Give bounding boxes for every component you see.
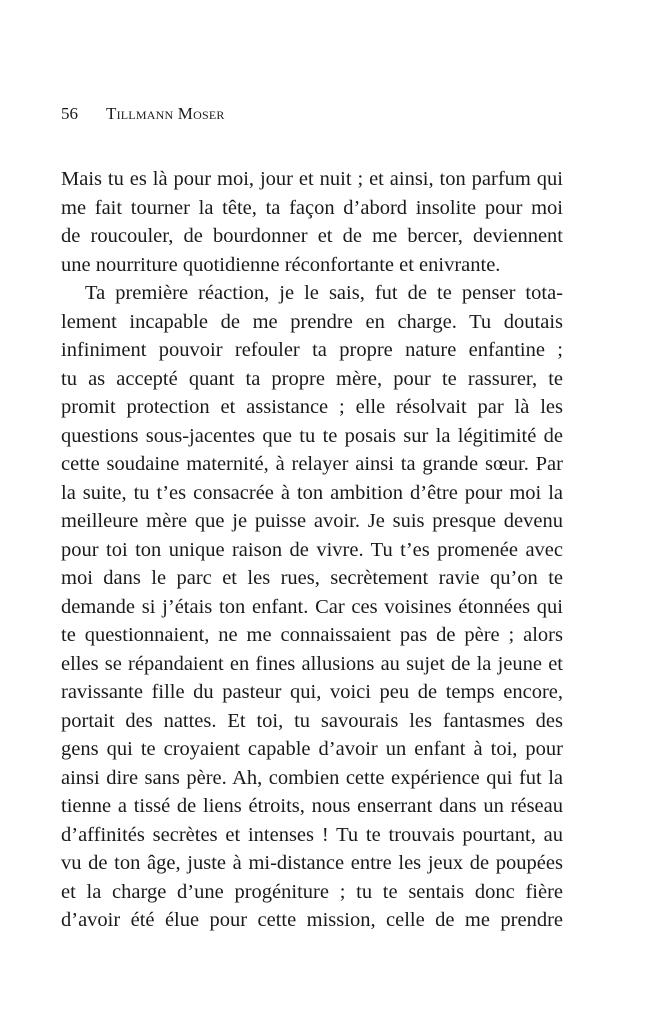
text-line: portait des nattes. Et toi, tu savourais les fantasmes des [61,709,563,732]
text-line: lement incapable de me prendre en charge. Tu doutais [61,310,563,333]
text-line: de roucouler, de bourdonner et de me bercer, deviennent [61,225,563,247]
text-line: demande si j’étais ton enfant. Car ces voisines étonnées qui [61,595,563,618]
text-line: promit protection et assistance ; elle résolvait par là les [61,396,563,418]
text-line: ainsi dire sans père. Ah, combien cette expérience qui fut la [61,766,563,789]
text-line: infiniment pouvoir refouler ta propre nature enfantine ; [61,339,563,361]
text-line: vu de ton âge, juste à mi-distance entre les jeux de poupées [61,852,563,874]
text-line: pour toi ton unique raison de vivre. Tu t’es promenée avec [61,538,563,561]
body-text [61,165,563,935]
running-head [61,103,581,125]
text-line: te questionnaient, ne me connaissaient pas de père ; alors [61,624,563,646]
text-line: d’affinités secrètes et intenses ! Tu te trouvais pourtant, au [61,823,563,846]
text-line: la suite, tu t’es consacrée à ton ambition d’être pour moi la [61,481,563,504]
text-line: une nourriture quotidienne réconfortante et enivrante. [61,253,501,276]
text-line: tienne a tissé de liens étroits, nous enserrant dans un réseau [61,795,563,817]
text-line: meilleure mère que je puisse avoir. Je suis presque devenu [61,510,563,532]
page-number: 56 [61,104,78,123]
text-line: d’avoir été élue pour cette mission, celle de me prendre [61,909,563,931]
text-line: Ta première réaction, je le sais, fut de te penser tota- [85,282,563,304]
text-line: et la charge d’une progéniture ; tu te sentais donc fière [61,880,563,903]
running-head-author: Tillmann Moser [106,104,225,123]
text-line: questions sous-jacentes que tu te posais sur la légitimité de [61,424,563,447]
text-line: ravissante fille du pasteur qui, voici peu de temps encore, [61,681,563,703]
text-line: me fait tourner la tête, ta façon d’abord insolite pour moi [61,196,563,219]
text-line: Mais tu es là pour moi, jour et nuit ; et ainsi, ton parfum qui [61,168,563,190]
text-line: moi dans le parc et les rues, secrètement ravie qu’on te [61,567,563,589]
text-line: elles se répandaient en fines allusions au sujet de la jeune et [61,652,563,675]
text-line: tu as accepté quant ta propre mère, pour te rassurer, te [61,367,563,390]
text-line: gens qui te croyaient capable d’avoir un enfant à toi, pour [61,738,563,760]
text-line: cette soudaine maternité, à relayer ainsi ta grande sœur. Par [61,453,563,475]
